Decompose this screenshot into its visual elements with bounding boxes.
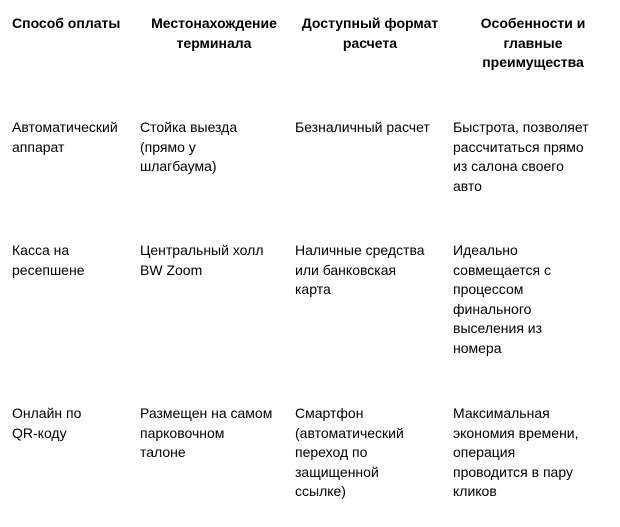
table-cell: Смартфон (автоматический переход по защищенной ссылке)	[295, 405, 404, 499]
header-payment-method: Способ оплаты	[12, 15, 121, 31]
table-cell: Наличные средства или банковская карта	[295, 242, 425, 297]
table-cell: Максимальная экономия времени, операция проводится в пару кликов	[453, 405, 579, 499]
table-cell: Онлайн по QR-коду	[12, 405, 82, 441]
table-cell: Касса на ресепшене	[12, 242, 85, 278]
table-cell: Размещен на самом парковочном талоне	[140, 405, 273, 460]
table-cell: Центральный холл BW Zoom	[140, 242, 264, 278]
header-payment-format: Доступный формат расчета	[301, 15, 439, 51]
table-cell: Стойка выезда (прямо у шлагбаума)	[140, 119, 238, 174]
table-cell: Идеально совмещается с процессом финального выселения из номера	[453, 242, 551, 356]
header-features: Особенности и главные преимущества	[480, 15, 586, 70]
table-cell: Безналичный расчет	[295, 119, 430, 135]
header-terminal-location: Местонахождение терминала	[151, 15, 277, 51]
table-cell: Быстрота, позволяет рассчитаться прямо из салона своего авто	[453, 119, 589, 194]
table-cell: Автоматический аппарат	[12, 119, 118, 155]
